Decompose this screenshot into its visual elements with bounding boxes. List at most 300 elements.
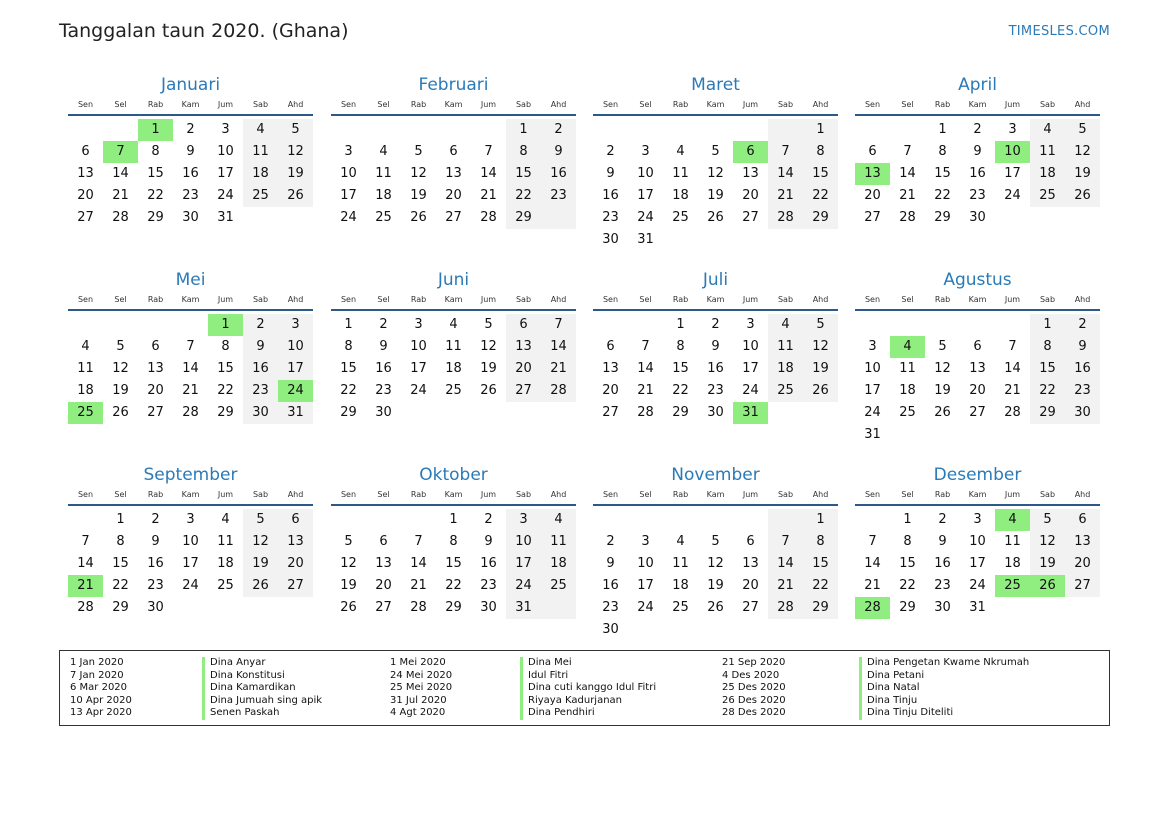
weekday-label: Sab	[515, 490, 532, 499]
day-cell: 30	[707, 405, 724, 420]
weekday-label: Kam	[181, 100, 200, 109]
day-cell: 24	[182, 578, 199, 593]
day-cell: 20	[147, 383, 164, 398]
holiday-day-cell: 4	[890, 336, 925, 358]
legend-holiday-name: Idul Fitri	[520, 670, 656, 683]
day-cell: 29	[445, 600, 462, 615]
day-cell: 6	[606, 339, 615, 354]
day-cell: 17	[515, 556, 532, 571]
day-cell: 31	[287, 405, 304, 420]
day-cell: 9	[484, 534, 493, 549]
header-rule	[593, 114, 838, 116]
day-cell: 8	[116, 534, 125, 549]
weekday-label: Kam	[444, 295, 463, 304]
day-cell: 22	[147, 188, 164, 203]
day-cell: 17	[340, 188, 357, 203]
day-cell: 17	[1004, 166, 1021, 181]
day-cell: 14	[182, 361, 199, 376]
day-cell: 4	[379, 144, 388, 159]
day-cell: 2	[606, 144, 615, 159]
day-cell: 26	[707, 210, 724, 225]
header-rule	[855, 309, 1100, 311]
holiday-day-cell: 13	[855, 163, 890, 185]
day-cell: 30	[602, 232, 619, 247]
weekday-label: Kam	[968, 295, 987, 304]
weekday-label: Rab	[934, 490, 951, 499]
day-cell: 15	[934, 166, 951, 181]
weekday-label: Sel	[114, 490, 127, 499]
day-cell: 28	[1004, 405, 1021, 420]
day-cell: 27	[742, 210, 759, 225]
day-cell: 15	[340, 361, 357, 376]
day-cell: 27	[77, 210, 94, 225]
day-cell: 11	[672, 556, 689, 571]
day-cell: 6	[379, 534, 388, 549]
day-cell: 7	[414, 534, 423, 549]
weekday-label: Sel	[901, 100, 914, 109]
day-cell: 20	[864, 188, 881, 203]
weekday-label: Sen	[77, 100, 94, 109]
day-cell: 23	[147, 578, 164, 593]
day-cell: 18	[672, 578, 689, 593]
day-cell: 19	[340, 578, 357, 593]
day-cell: 25	[899, 405, 916, 420]
day-cell: 12	[1039, 534, 1056, 549]
day-cell: 9	[1078, 339, 1087, 354]
weekday-label: Jum	[217, 490, 234, 499]
weekday-label: Ahd	[812, 490, 829, 499]
day-cell: 25	[672, 210, 689, 225]
day-cell: 12	[410, 166, 427, 181]
day-cell: 5	[344, 534, 353, 549]
day-cell: 16	[1074, 361, 1091, 376]
day-cell: 7	[781, 144, 790, 159]
day-cell: 3	[519, 512, 528, 527]
weekday-label: Ahd	[550, 100, 567, 109]
weekday-header	[331, 100, 576, 112]
weekday-label: Sab	[515, 295, 532, 304]
day-cell: 5	[1043, 512, 1052, 527]
day-cell: 15	[445, 556, 462, 571]
day-cell: 10	[410, 339, 427, 354]
day-cell: 31	[864, 427, 881, 442]
day-cell: 9	[973, 144, 982, 159]
day-cell: 2	[606, 534, 615, 549]
legend-names-col-2	[520, 657, 656, 720]
day-cell: 26	[1074, 188, 1091, 203]
day-cell: 17	[182, 556, 199, 571]
day-cell: 2	[151, 512, 160, 527]
header-rule	[855, 504, 1100, 506]
legend-date: 7 Jan 2020	[70, 669, 124, 681]
day-cell: 30	[375, 405, 392, 420]
weekday-label: Sel	[377, 295, 390, 304]
weekday-label: Sen	[340, 100, 357, 109]
day-cell: 23	[252, 383, 269, 398]
legend-date: 31 Jul 2020	[390, 694, 447, 706]
day-cell: 5	[816, 317, 825, 332]
site-link[interactable]: TIMESLES.COM	[1008, 24, 1110, 39]
day-cell: 17	[637, 578, 654, 593]
holiday-day-cell: 21	[68, 575, 103, 597]
day-cell: 25	[1039, 188, 1056, 203]
day-cell: 11	[672, 166, 689, 181]
day-cell: 3	[1008, 122, 1017, 137]
day-cell: 12	[812, 339, 829, 354]
day-cell: 19	[1039, 556, 1056, 571]
day-cell: 21	[410, 578, 427, 593]
weekday-label: Sab	[1039, 490, 1056, 499]
day-cell: 22	[1039, 383, 1056, 398]
legend-date: 1 Jan 2020	[70, 657, 124, 668]
day-cell: 4	[256, 122, 265, 137]
legend-date: 25 Des 2020	[722, 682, 786, 693]
day-cell: 15	[147, 166, 164, 181]
day-cell: 21	[182, 383, 199, 398]
day-cell: 17	[410, 361, 427, 376]
month-name: November	[671, 465, 760, 485]
day-cell: 14	[1004, 361, 1021, 376]
day-cell: 16	[252, 361, 269, 376]
weekday-header	[331, 295, 576, 307]
weekday-label: Ahd	[550, 490, 567, 499]
day-cell: 29	[899, 600, 916, 615]
day-cell: 5	[711, 144, 720, 159]
weekday-label: Sab	[777, 295, 794, 304]
day-cell: 4	[676, 144, 685, 159]
day-cell: 17	[217, 166, 234, 181]
day-cell: 11	[445, 339, 462, 354]
day-cell: 16	[934, 556, 951, 571]
day-cell: 10	[742, 339, 759, 354]
weekday-label: Sel	[639, 295, 652, 304]
day-cell: 27	[602, 405, 619, 420]
day-cell: 19	[1074, 166, 1091, 181]
weekday-label: Jum	[742, 295, 759, 304]
weekday-header	[331, 490, 576, 502]
day-cell: 19	[287, 166, 304, 181]
day-cell: 14	[864, 556, 881, 571]
day-cell: 8	[816, 144, 825, 159]
day-cell: 11	[217, 534, 234, 549]
day-cell: 18	[445, 361, 462, 376]
weekday-header	[68, 295, 313, 307]
day-cell: 5	[938, 339, 947, 354]
day-cell: 15	[217, 361, 234, 376]
day-cell: 19	[934, 383, 951, 398]
day-cell: 23	[707, 383, 724, 398]
day-cell: 7	[554, 317, 563, 332]
day-cell: 17	[637, 188, 654, 203]
weekday-label: Sen	[77, 490, 94, 499]
day-cell: 22	[112, 578, 129, 593]
header-rule	[331, 114, 576, 116]
day-cell: 29	[934, 210, 951, 225]
weekday-label: Ahd	[812, 295, 829, 304]
month-name: April	[958, 75, 997, 95]
day-cell: 22	[340, 383, 357, 398]
weekday-label: Rab	[672, 100, 689, 109]
day-cell: 16	[182, 166, 199, 181]
day-cell: 18	[1004, 556, 1021, 571]
day-cell: 16	[550, 166, 567, 181]
day-cell: 15	[812, 166, 829, 181]
day-cell: 30	[1074, 405, 1091, 420]
day-cell: 18	[777, 361, 794, 376]
day-cell: 28	[480, 210, 497, 225]
day-cell: 26	[410, 210, 427, 225]
day-cell: 26	[252, 578, 269, 593]
day-cell: 13	[77, 166, 94, 181]
legend-holiday-name: Senen Paskah	[202, 707, 322, 720]
weekday-label: Kam	[181, 490, 200, 499]
day-cell: 10	[182, 534, 199, 549]
day-cell: 3	[344, 144, 353, 159]
day-cell: 10	[864, 361, 881, 376]
day-cell: 24	[340, 210, 357, 225]
legend-holiday-name: Dina Jumuah sing apik	[202, 695, 322, 708]
day-cell: 21	[777, 578, 794, 593]
day-cell: 15	[672, 361, 689, 376]
day-cell: 1	[344, 317, 353, 332]
legend-holiday-name: Riyaya Kadurjanan	[520, 695, 656, 708]
day-cell: 15	[1039, 361, 1056, 376]
weekday-label: Ahd	[1074, 100, 1091, 109]
day-cell: 13	[445, 166, 462, 181]
day-cell: 26	[112, 405, 129, 420]
holiday-day-cell: 6	[733, 141, 768, 163]
weekday-label: Sen	[864, 100, 881, 109]
day-cell: 9	[606, 556, 615, 571]
day-cell: 4	[676, 534, 685, 549]
header-rule	[593, 309, 838, 311]
day-cell: 13	[287, 534, 304, 549]
day-cell: 24	[864, 405, 881, 420]
day-cell: 1	[816, 512, 825, 527]
weekday-header	[855, 100, 1100, 112]
day-cell: 14	[899, 166, 916, 181]
day-cell: 5	[291, 122, 300, 137]
day-cell: 26	[287, 188, 304, 203]
day-cell: 30	[602, 622, 619, 637]
day-cell: 10	[637, 166, 654, 181]
day-cell: 19	[812, 361, 829, 376]
month-name: Maret	[691, 75, 740, 95]
legend-holiday-name: Dina Konstitusi	[202, 670, 322, 683]
day-cell: 5	[256, 512, 265, 527]
weekday-label: Sel	[114, 100, 127, 109]
day-cell: 12	[707, 556, 724, 571]
weekday-label: Sab	[252, 100, 269, 109]
day-cell: 14	[112, 166, 129, 181]
day-cell: 24	[637, 210, 654, 225]
day-cell: 27	[1074, 578, 1091, 593]
day-cell: 30	[252, 405, 269, 420]
day-cell: 30	[480, 600, 497, 615]
day-cell: 29	[812, 600, 829, 615]
day-cell: 16	[707, 361, 724, 376]
day-cell: 27	[445, 210, 462, 225]
legend-holiday-name: Dina Pendhiri	[520, 707, 656, 720]
legend-holiday-name: Dina cuti kanggo Idul Fitri	[520, 682, 656, 695]
day-cell: 25	[777, 383, 794, 398]
day-cell: 4	[781, 317, 790, 332]
day-cell: 9	[711, 339, 720, 354]
weekday-header	[593, 490, 838, 502]
day-cell: 10	[340, 166, 357, 181]
day-cell: 29	[1039, 405, 1056, 420]
legend-dates-col-2	[390, 657, 452, 720]
day-cell: 7	[81, 534, 90, 549]
day-cell: 1	[116, 512, 125, 527]
day-cell: 8	[449, 534, 458, 549]
day-cell: 20	[375, 578, 392, 593]
legend-date: 28 Des 2020	[722, 707, 786, 718]
day-cell: 9	[554, 144, 563, 159]
day-cell: 11	[550, 534, 567, 549]
day-cell: 23	[602, 210, 619, 225]
day-cell: 25	[445, 383, 462, 398]
day-cell: 5	[414, 144, 423, 159]
day-cell: 7	[641, 339, 650, 354]
day-cell: 15	[112, 556, 129, 571]
day-cell: 18	[375, 188, 392, 203]
day-cell: 29	[812, 210, 829, 225]
day-cell: 12	[1074, 144, 1091, 159]
day-cell: 16	[375, 361, 392, 376]
day-cell: 8	[151, 144, 160, 159]
weekday-label: Rab	[410, 490, 427, 499]
weekday-label: Sen	[602, 295, 619, 304]
weekday-header	[855, 490, 1100, 502]
day-cell: 20	[969, 383, 986, 398]
weekday-label: Jum	[480, 100, 497, 109]
day-cell: 27	[864, 210, 881, 225]
day-cell: 25	[252, 188, 269, 203]
day-cell: 13	[375, 556, 392, 571]
day-cell: 20	[742, 188, 759, 203]
holiday-day-cell: 10	[995, 141, 1030, 163]
weekday-header	[68, 490, 313, 502]
weekday-label: Ahd	[1074, 295, 1091, 304]
day-cell: 21	[550, 361, 567, 376]
day-cell: 1	[903, 512, 912, 527]
day-cell: 23	[934, 578, 951, 593]
day-cell: 19	[252, 556, 269, 571]
day-cell: 13	[602, 361, 619, 376]
day-cell: 12	[252, 534, 269, 549]
day-cell: 29	[340, 405, 357, 420]
day-cell: 22	[899, 578, 916, 593]
day-cell: 4	[221, 512, 230, 527]
day-cell: 28	[182, 405, 199, 420]
weekday-label: Sel	[377, 100, 390, 109]
weekday-header	[593, 100, 838, 112]
weekday-label: Sen	[602, 100, 619, 109]
day-cell: 8	[676, 339, 685, 354]
day-cell: 31	[637, 232, 654, 247]
month-name: Juni	[437, 270, 470, 290]
day-cell: 2	[554, 122, 563, 137]
day-cell: 30	[147, 600, 164, 615]
day-cell: 13	[742, 166, 759, 181]
weekday-label: Sab	[1039, 295, 1056, 304]
day-cell: 2	[973, 122, 982, 137]
day-cell: 10	[969, 534, 986, 549]
weekday-label: Sen	[864, 490, 881, 499]
weekday-label: Sen	[602, 490, 619, 499]
day-cell: 12	[112, 361, 129, 376]
weekday-label: Sel	[901, 490, 914, 499]
day-cell: 10	[637, 556, 654, 571]
day-cell: 28	[777, 600, 794, 615]
day-cell: 22	[812, 578, 829, 593]
header-rule	[331, 504, 576, 506]
day-cell: 21	[1004, 383, 1021, 398]
legend-holiday-name: Dina Kamardikan	[202, 682, 322, 695]
weekday-header	[68, 100, 313, 112]
weekday-label: Rab	[934, 295, 951, 304]
holiday-day-cell: 24	[278, 380, 313, 402]
day-cell: 13	[969, 361, 986, 376]
day-cell: 22	[445, 578, 462, 593]
day-cell: 21	[899, 188, 916, 203]
day-cell: 6	[1078, 512, 1087, 527]
day-cell: 20	[515, 361, 532, 376]
header-rule	[68, 309, 313, 311]
day-cell: 7	[1008, 339, 1017, 354]
day-cell: 17	[864, 383, 881, 398]
day-cell: 8	[938, 144, 947, 159]
weekday-label: Sel	[114, 295, 127, 304]
weekday-label: Kam	[444, 490, 463, 499]
weekday-label: Kam	[968, 490, 987, 499]
day-cell: 27	[147, 405, 164, 420]
weekday-label: Rab	[147, 295, 164, 304]
weekday-label: Jum	[742, 100, 759, 109]
day-cell: 17	[969, 556, 986, 571]
day-cell: 24	[410, 383, 427, 398]
day-cell: 25	[375, 210, 392, 225]
legend-dates-col-1	[70, 657, 132, 720]
day-cell: 23	[550, 188, 567, 203]
day-cell: 6	[449, 144, 458, 159]
legend-holiday-name: Dina Anyar	[202, 657, 322, 670]
legend-holiday-name: Dina Tinju Diteliti	[859, 707, 1029, 720]
day-cell: 23	[480, 578, 497, 593]
day-cell: 24	[637, 600, 654, 615]
day-cell: 30	[182, 210, 199, 225]
day-cell: 3	[746, 317, 755, 332]
weekday-label: Sab	[252, 490, 269, 499]
day-cell: 24	[217, 188, 234, 203]
day-cell: 1	[676, 317, 685, 332]
legend-holiday-name: Dina Pengetan Kwame Nkrumah	[859, 657, 1029, 670]
day-cell: 8	[519, 144, 528, 159]
weekday-label: Rab	[410, 100, 427, 109]
day-cell: 3	[868, 339, 877, 354]
month-name: Februari	[418, 75, 489, 95]
legend-date: 25 Mei 2020	[390, 682, 453, 693]
day-cell: 6	[746, 534, 755, 549]
weekday-label: Jum	[217, 100, 234, 109]
weekday-label: Rab	[147, 100, 164, 109]
day-cell: 5	[1078, 122, 1087, 137]
day-cell: 30	[969, 210, 986, 225]
weekday-label: Rab	[672, 490, 689, 499]
weekday-label: Jum	[1004, 295, 1021, 304]
weekday-label: Rab	[672, 295, 689, 304]
